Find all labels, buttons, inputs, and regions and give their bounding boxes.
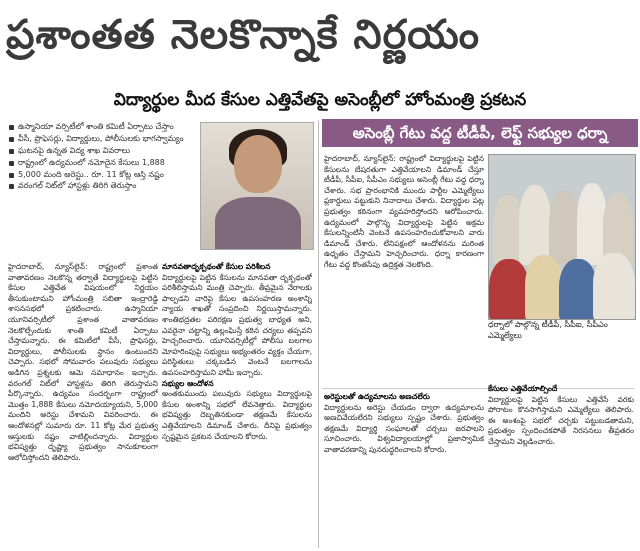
photo-person — [559, 259, 597, 320]
article-paragraph: విద్యార్థులపై పెట్టిన కేసులను మానవతా దృక్పథంతో పరిశీలిస్తామని మంత్రి చెప్పారు. తీవ్రమైన నేరాలకు పాల్పడని వారిపై కేసుల ఉపసంహరణ అంశాన్ని న్యాయ శాఖతో సంప్రదించి నిర్ణయిస్తామన్నారు. శాంతిభద్రతల పరిరక్షణ ప్రభుత్వ బాధ్యత అని, ఎవరైనా చట్టాన్ని ఉల్లంఘిస్తే కఠిన చర్యలు తప్పవని హెచ్చరించారు. యూనివర్సిటీల్లో పోలీసు బలగాల మోహరింపుపై సభ్యులు అభ్యంతరం వ్యక్తం చేయగా, పరిస్థితులు చక్కబడిన వెంటనే బలగాలను ఉపసంహరిస్తామని హామీ ఇచ్చారు. — [162, 272, 312, 377]
bullet-item: వీసీ, ప్రొఫెసర్లు, విద్యార్థులు, పోలీసులకు భాగస్వామ్యం — [8, 134, 196, 145]
photo-person — [489, 259, 529, 320]
bullet-item: ఉస్మానియా వర్సిటీలో శాంతి కమిటీ ఏర్పాటు చేస్తాం — [8, 122, 196, 133]
subheadline: విద్యార్థుల మీద కేసుల ఎత్తివేతపై అసెంబ్లీలో హోంమంత్రి ప్రకటన — [113, 90, 527, 110]
article-subheading: కేసులు ఎత్తివేయాల్సిందే — [488, 384, 558, 393]
bullet-item: రాష్ట్రంలో ఉద్యమంలో నమోదైన కేసులు 1,888 — [8, 158, 196, 169]
article-paragraph: అంతకుముందు పలువురు సభ్యులు విద్యార్థులపై కేసుల అంశాన్ని సభలో లేవనెత్తారు. విద్యార్థుల భవిష్యత్తు దెబ్బతినకుండా తక్షణమే కేసులను ఎత్తివేయాలని డిమాండ్ చేశారు. దీనిపై ప్రభుత్వం స్పష్టమైన ప్రకటన చేయాలని కోరారు. — [162, 389, 312, 441]
article-subheading: అరెస్టులతో ఉద్యమాలను అణచలేరు — [324, 392, 430, 401]
article-paragraph: హైదరాబాద్, న్యూస్‌లైన్: రాష్ట్రంలో విద్యార్థులపై పెట్టిన కేసులను బేషరతుగా ఎత్తివేయాలని డిమాండ్ చేస్తూ టీడీపీ, సీపీఐ, సీపీఎం సభ్యులు అసెంబ్లీ గేటు వద్ద ధర్నా చేశారు. సభ ప్రారంభానికి ముందు పార్టీల ఎమ్మెల్యేలు ప్లకార్డులు పట్టుకుని నినాదాలు చేశారు. విద్యార్థుల పట్ల ప్రభుత్వం కఠినంగా వ్యవహరిస్తోందని ఆరోపించారు. ఉద్యమంలో పాల్గొన్న విద్యార్థులపై పెట్టిన అక్రమ కేసులన్నింటినీ వెంటనే ఉపసంహరించుకోవాలని వారు డిమాండ్ చేశారు. లేనిపక్షంలో ఆందోళనను మరింత ఉధృతం చేస్తామని హెచ్చరించారు. ధర్నా కారణంగా గేటు వద్ద కొంతసేపు ఉద్రిక్తత నెలకొంది. — [324, 154, 484, 269]
article-paragraph: విద్యార్థులను అరెస్టు చేయడం ద్వారా ఉద్యమాలను అణచివేయలేరని సభ్యులు స్పష్టం చేశారు. ప్రభుత్వం తక్షణమే విద్యార్థి సంఘాలతో చర్చలు జరపాలని సూచించారు. విశ్వవిద్యాలయాల్లో ప్రజాస్వామిక వాతావరణాన్ని పునరుద్ధరించాలని కోరారు. — [324, 402, 484, 454]
bullet-item: ఘటనపై ఉన్నత విద్య శాఖ వివరాలు — [8, 146, 196, 157]
article-paragraph: హైదరాబాద్, న్యూస్‌లైన్: రాష్ట్రంలో ప్రశాంత వాతావరణం నెలకొన్న తర్వాతే విద్యార్థులపై పెట్టిన కేసుల ఎత్తివేత విషయంలో నిర్ణయం తీసుకుంటామని హోంమంత్రి సబితా ఇంద్రారెడ్డి శాసనసభలో ప్రకటించారు. ఉస్మానియా యూనివర్సిటీలో ప్రశాంత వాతావరణం నెలకొల్పేందుకు శాంతి కమిటీ ఏర్పాటు చేస్తామన్నారు. ఈ కమిటీలో వీసీ, ప్రొఫెసర్లు, విద్యార్థులు, పోలీసులకు స్థానం ఉంటుందని చెప్పారు. సభలో సోమవారం పలువురు సభ్యులు అడిగిన ప్రశ్నలకు ఆమె సమాధానం ఇచ్చారు. వరంగల్ నిట్‌లో హాస్టళ్లను తిరిగి తెరుస్తామని పేర్కొన్నారు. ఉద్యమం సందర్భంగా రాష్ట్రంలో మొత్తం 1,888 కేసులు నమోదయ్యాయని, 5,000 మందిని అరెస్టు చేశామని వివరించారు. ఈ ఆందోళనల్లో సుమారు రూ. 11 కోట్ల మేర ప్రభుత్వ ఆస్తులకు నష్టం వాటిల్లిందన్నారు. విద్యార్థుల భవిష్యత్తు దృష్ట్యా ప్రభుత్వం సానుకూలంగా ఆలోచిస్తోందని తెలిపారు. — [8, 262, 158, 462]
article-subheading: మానవతాదృక్పథంతో కేసుల పరిశీలన — [162, 262, 271, 271]
article-body-column-1 — [8, 262, 158, 544]
bullet-list — [8, 122, 196, 258]
photo-person — [549, 191, 579, 265]
minister-photo — [200, 122, 314, 250]
photo-caption: ధర్నాలో పాల్గొన్న టీడీపీ, సీపీఐ, సీపీఎం ఎమ్మెల్యేలు — [488, 320, 608, 340]
side-story-body-3 — [488, 384, 634, 544]
photo-figure-body — [215, 197, 301, 250]
article-body-column-2 — [162, 262, 312, 544]
side-story-body-2 — [324, 392, 484, 544]
side-story-body — [324, 154, 484, 390]
bullet-item: 5,000 మంది అరెస్టు.. రూ. 11 కోట్ల ఆస్తి నష్టం — [8, 170, 196, 181]
side-story-header: అసెంబ్లీ గేటు వద్ద టీడీపీ, లెఫ్ట్ సభ్యుల ధర్నా — [322, 119, 638, 147]
photo-person — [519, 185, 551, 265]
bullet-item: వరంగల్ నిట్‌లో హాస్టళ్లు తిరిగి తెరుస్తాం — [8, 181, 196, 192]
photo-figure-face — [234, 135, 282, 193]
column-divider — [318, 120, 319, 548]
photo-person — [593, 253, 635, 320]
dharna-photo — [488, 154, 636, 320]
article-paragraph: విద్యార్థులపై పెట్టిన కేసులు ఎత్తివేసే వరకు పోరాటం కొనసాగిస్తామని ఎమ్మెల్యేలు తెలిపారు. ఈ అంశంపై సభలో చర్చకు పట్టుబడతామని, ప్రభుత్వం స్పందించకపోతే నిరసనలు తీవ్రతరం చేస్తామని వెల్లడించారు. — [488, 394, 634, 446]
article-subheading: సభ్యుల ఆందోళన — [162, 378, 214, 388]
photo-person — [525, 255, 563, 320]
headline: ప్రశాంతత నెలకొన్నాకే నిర్ణయం — [6, 12, 481, 58]
